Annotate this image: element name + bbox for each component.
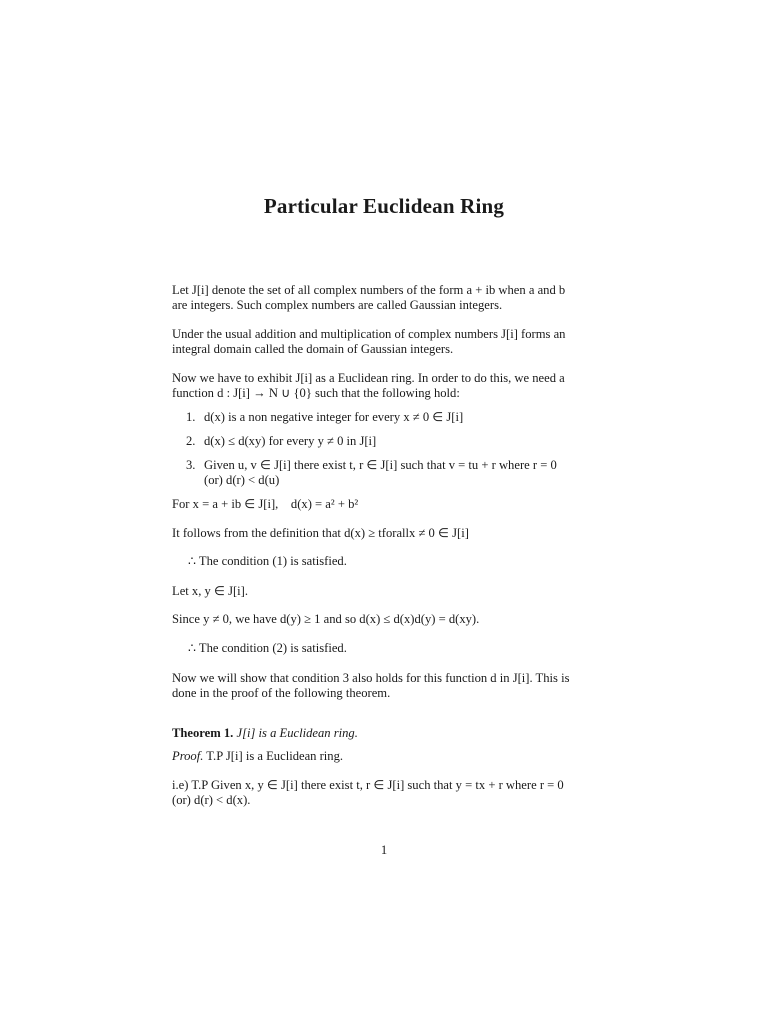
condition-1-text: d(x) is a non negative integer for every x ≠ 0 ∈ J[i]: [204, 410, 464, 424]
theorem-body: J[i] is a Euclidean ring.: [236, 726, 358, 740]
page-number: 1: [380, 843, 388, 857]
document-title: Particular Euclidean Ring: [263, 194, 505, 218]
paragraph-domain-line-2: integral domain called the domain of Gaussian integers.: [172, 342, 454, 356]
condition-2-text: d(x) ≤ d(xy) for every y ≠ 0 in J[i]: [204, 434, 377, 448]
paragraph-intro-line-1: Let J[i] denote the set of all complex numbers of the form a + ib when a and b: [172, 283, 566, 297]
condition-3-text-line-1: Given u, v ∈ J[i] there exist t, r ∈ J[i] such that v = tu + r where r = 0: [204, 458, 557, 472]
condition-2-satisfied: ∴ The condition (2) is satisfied.: [188, 641, 347, 655]
ie-line-1: i.e) T.P Given x, y ∈ J[i] there exist t, r ∈ J[i] such that y = tx + r where r = 0: [172, 778, 564, 792]
definition-line: For x = a + ib ∈ J[i], d(x) = a² + b²: [172, 497, 359, 511]
condition-3-text-line-2: (or) d(r) < d(u): [204, 473, 280, 487]
proof-text: T.P J[i] is a Euclidean ring.: [206, 749, 344, 763]
proof-label: Proof.: [172, 749, 204, 763]
condition-1-number: 1.: [186, 410, 196, 424]
follows-line: It follows from the definition that d(x) ≥ tforallx ≠ 0 ∈ J[i]: [172, 526, 469, 540]
show-line-1: Now we will show that condition 3 also holds for this function d in J[i]. This is: [172, 671, 570, 685]
paragraph-intro-line-2: are integers. Such complex numbers are called Gaussian integers.: [172, 298, 503, 312]
paragraph-domain-line-1: Under the usual addition and multiplication of complex numbers J[i] forms an: [172, 327, 566, 341]
paragraph-exhibit-line-1: Now we have to exhibit J[i] as a Euclidean ring. In order to do this, we need a: [172, 371, 565, 385]
since-line: Since y ≠ 0, we have d(y) ≥ 1 and so d(x) ≤ d(x)d(y) = d(xy).: [172, 612, 480, 626]
let-xy-line: Let x, y ∈ J[i].: [172, 584, 249, 598]
show-line-2: done in the proof of the following theorem.: [172, 686, 391, 700]
theorem-label: Theorem 1.: [172, 726, 234, 740]
condition-1-satisfied: ∴ The condition (1) is satisfied.: [188, 554, 347, 568]
condition-2-number: 2.: [186, 434, 196, 448]
condition-3-number: 3.: [186, 458, 196, 472]
theorem-statement: [172, 725, 617, 741]
ie-line-2: (or) d(r) < d(x).: [172, 793, 251, 807]
paragraph-exhibit-line-2: function d : J[i] → N ∪ {0} such that the following hold:: [172, 386, 460, 400]
proof-statement: [172, 748, 617, 764]
